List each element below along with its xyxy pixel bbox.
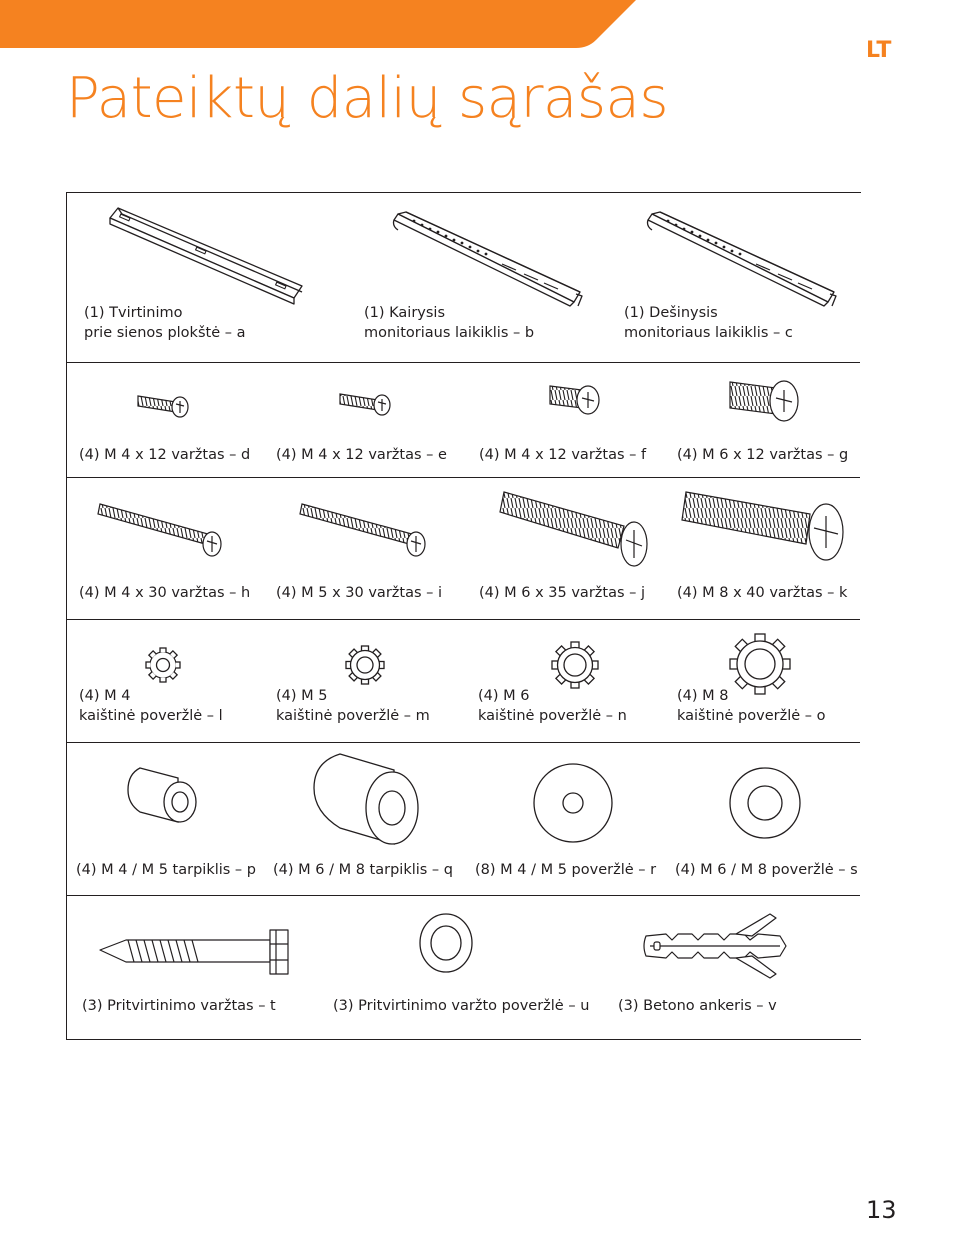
part-label-g: (4) M 6 x 12 varžtas – g: [677, 447, 849, 463]
part-label-u: (3) Pritvirtinimo varžto poveržlė – u: [333, 998, 590, 1014]
part-label-s: (4) M 6 / M 8 poveržlė – s: [675, 862, 858, 878]
left-bracket-icon: [392, 210, 584, 310]
part-label-n: (4) M 6 kaištinė poveržlė – n: [478, 688, 627, 724]
row-divider: [66, 895, 860, 896]
part-label-j: (4) M 6 x 35 varžtas – j: [479, 585, 646, 601]
row-divider: [66, 477, 860, 478]
flat-washer-icon: [418, 912, 476, 974]
screw-icon: [498, 488, 652, 574]
lock-washer-icon: [344, 644, 386, 686]
part-label-p: (4) M 4 / M 5 tarpiklis – p: [76, 862, 256, 878]
right-bracket-icon: [646, 210, 838, 310]
part-label-v: (3) Betono ankeris – v: [618, 998, 777, 1014]
part-label-b: (1) Kairysis monitoriaus laikiklis – b: [364, 305, 535, 341]
part-label-t: (3) Pritvirtinimo varžtas – t: [82, 998, 276, 1014]
screw-icon: [136, 386, 190, 418]
wall-plate-icon: [106, 200, 306, 305]
part-label-l: (4) M 4 kaištinė poveržlė – l: [79, 688, 223, 724]
concrete-anchor-icon: [640, 910, 790, 984]
lock-washer-icon: [550, 640, 600, 690]
screw-icon: [726, 376, 800, 424]
part-label-q: (4) M 6 / M 8 tarpiklis – q: [273, 862, 453, 878]
part-label-a: (1) Tvirtinimo prie sienos plokštė – a: [84, 305, 246, 341]
part-label-h: (4) M 4 x 30 varžtas – h: [79, 585, 251, 601]
part-label-m: (4) M 5 kaištinė poveržlė – m: [276, 688, 430, 724]
part-label-r: (8) M 4 / M 5 poveržlė – r: [475, 862, 657, 878]
screw-icon: [680, 488, 848, 566]
page-title: Pateiktų dalių sąrašas: [66, 66, 668, 131]
spacer-icon: [126, 766, 200, 826]
lock-washer-icon: [144, 646, 182, 684]
language-code: LT: [866, 38, 892, 63]
flat-washer-icon: [532, 762, 614, 844]
screw-icon: [338, 386, 392, 416]
part-label-f: (4) M 4 x 12 varžtas – f: [479, 447, 647, 463]
screw-icon: [96, 498, 228, 560]
page-number: 13: [866, 1196, 897, 1224]
screw-icon: [298, 498, 432, 560]
row-divider: [66, 742, 860, 743]
part-label-i: (4) M 5 x 30 varžtas – i: [276, 585, 443, 601]
part-label-d: (4) M 4 x 12 varžtas – d: [79, 447, 251, 463]
row-divider: [66, 362, 860, 363]
screw-icon: [546, 380, 602, 416]
lag-bolt-icon: [98, 926, 294, 978]
row-divider: [66, 619, 860, 620]
part-label-k: (4) M 8 x 40 varžtas – k: [677, 585, 848, 601]
flat-washer-icon: [728, 766, 802, 840]
part-label-o: (4) M 8 kaištinė poveržlė – o: [677, 688, 826, 724]
part-label-c: (1) Dešinysis monitoriaus laikiklis – c: [624, 305, 793, 341]
header-accent-band: [0, 0, 640, 48]
part-label-e: (4) M 4 x 12 varžtas – e: [276, 447, 447, 463]
spacer-icon: [310, 752, 422, 848]
